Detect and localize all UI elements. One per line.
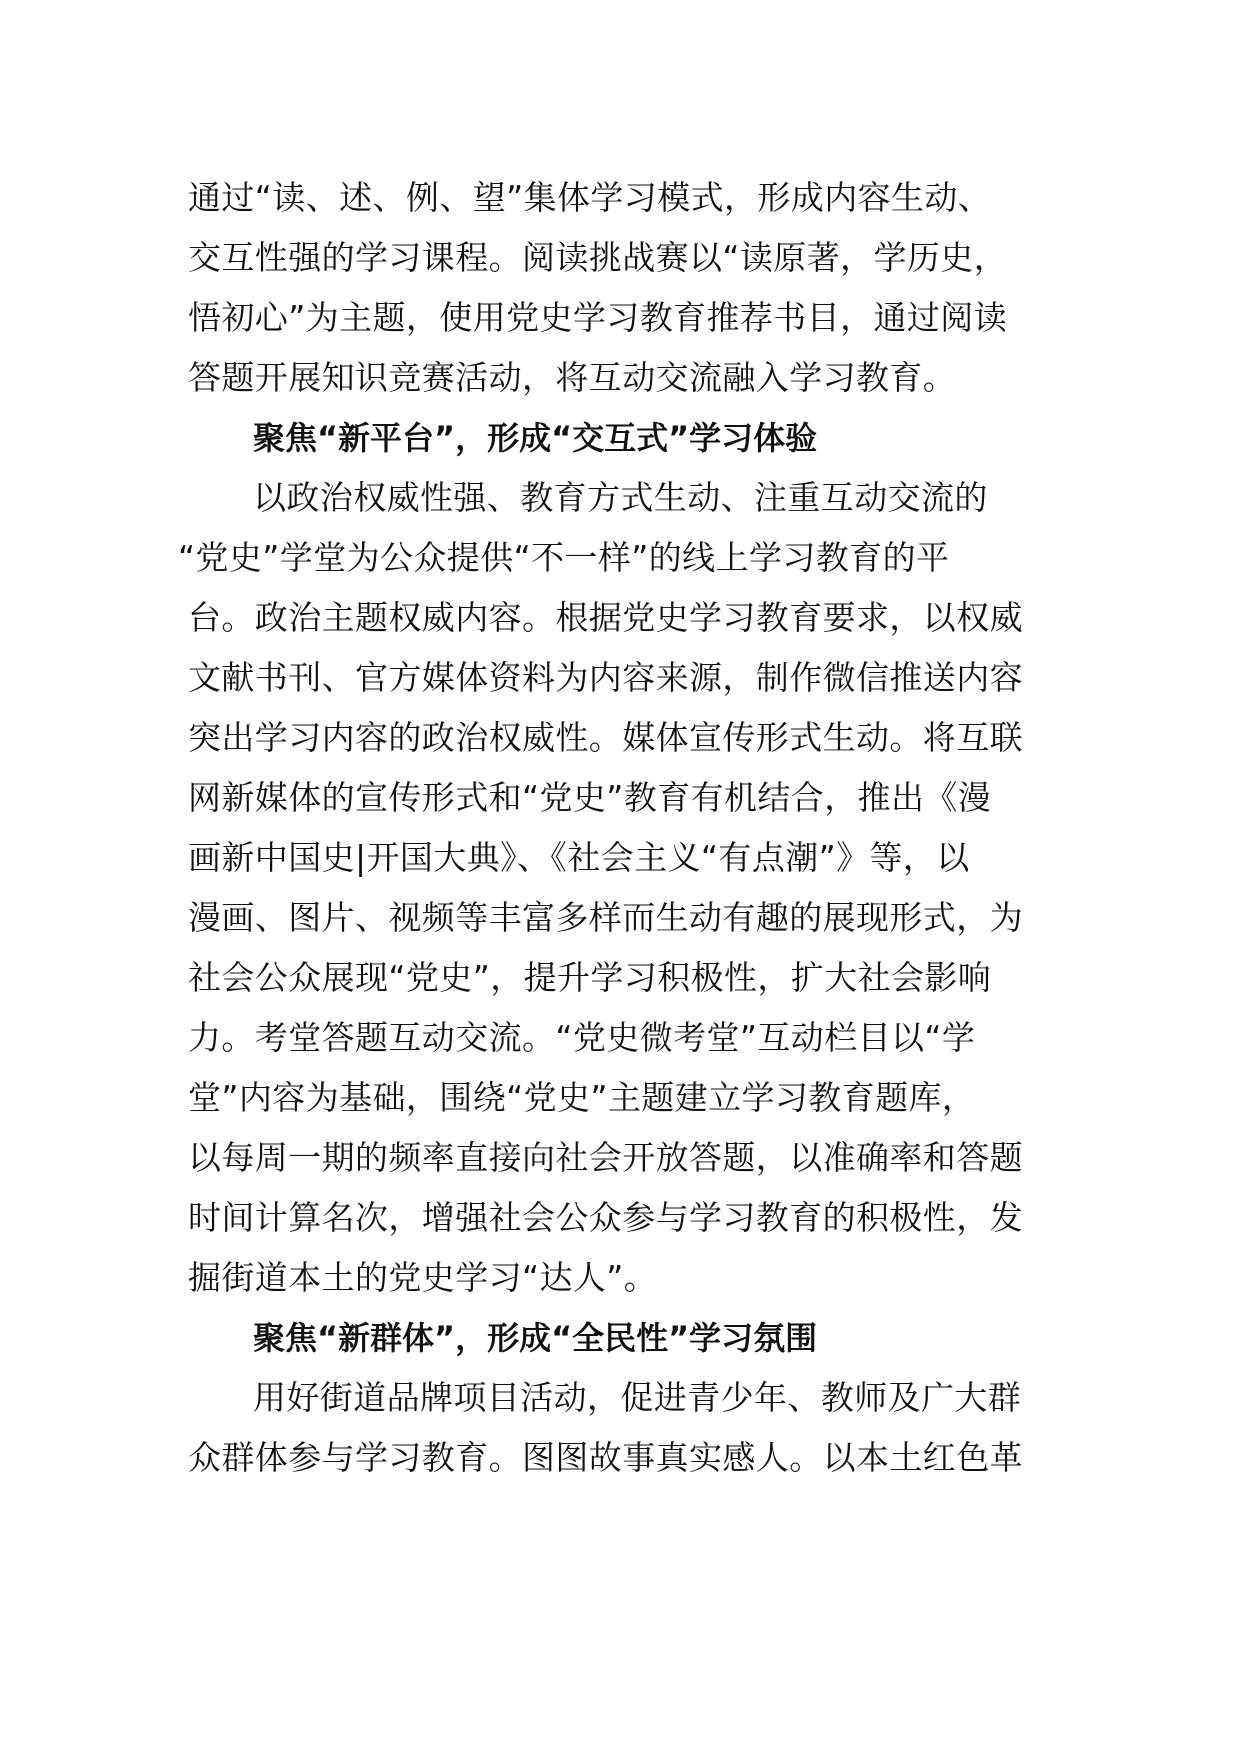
- paragraph-line: 用好街道品牌项目活动，促进青少年、教师及广大群: [253, 1378, 1022, 1417]
- paragraph-line: 时间计算名次，增强社会公众参与学习教育的积极性，发: [188, 1198, 1023, 1237]
- paragraph-line: 力。考堂答题互动交流。“党史微考堂”互动栏目以“学: [188, 1018, 976, 1057]
- paragraph-line: 社会公众展现“党史”，提升学习积极性，扩大社会影响: [188, 958, 992, 997]
- paragraph-line: 台。政治主题权威内容。根据党史学习教育要求，以权威: [188, 598, 1023, 637]
- paragraph-line: 以每周一期的频率直接向社会开放答题，以准确率和答题: [188, 1138, 1023, 1177]
- section-heading: 聚焦“新群体”，形成“全民性”学习氛围: [253, 1319, 818, 1357]
- paragraph-line: 通过“读、述、例、望”集体学习模式，形成内容生动、: [188, 178, 992, 217]
- paragraph-line: 以政治权威性强、教育方式生动、注重互动交流的: [253, 478, 988, 517]
- paragraph-line: “党史”学堂为公众提供“不一样”的线上学习教育的平: [178, 538, 950, 577]
- paragraph-line: 悟初心”为主题，使用党史学习教育推荐书目，通过阅读: [188, 298, 1008, 337]
- paragraph-line: 堂”内容为基础，围绕“党史”主题建立学习教育题库，: [188, 1078, 976, 1117]
- section-heading: 聚焦“新平台”，形成“交互式”学习体验: [253, 419, 818, 457]
- paragraph-line: 答题开展知识竞赛活动，将互动交流融入学习教育。: [188, 358, 957, 397]
- paragraph-line: 突出学习内容的政治权威性。媒体宣传形式生动。将互联: [188, 718, 1023, 757]
- paragraph-line: 众群体参与学习教育。图图故事真实感人。以本土红色革: [188, 1438, 1023, 1477]
- paragraph-line: 文献书刊、官方媒体资料为内容来源，制作微信推送内容: [188, 658, 1023, 697]
- paragraph-line: 掘街道本土的党史学习“达人”。: [188, 1258, 658, 1297]
- paragraph-line: 画新中国史|开国大典》、《社会主义“有点潮”》等，以: [188, 838, 970, 877]
- paragraph-line: 交互性强的学习课程。阅读挑战赛以“读原著，学历史，: [188, 238, 1008, 277]
- paragraph-line: 网新媒体的宣传形式和“党史”教育有机结合，推出《漫: [188, 778, 992, 817]
- paragraph-line: 漫画、图片、视频等丰富多样而生动有趣的展现形式，为: [188, 898, 1023, 937]
